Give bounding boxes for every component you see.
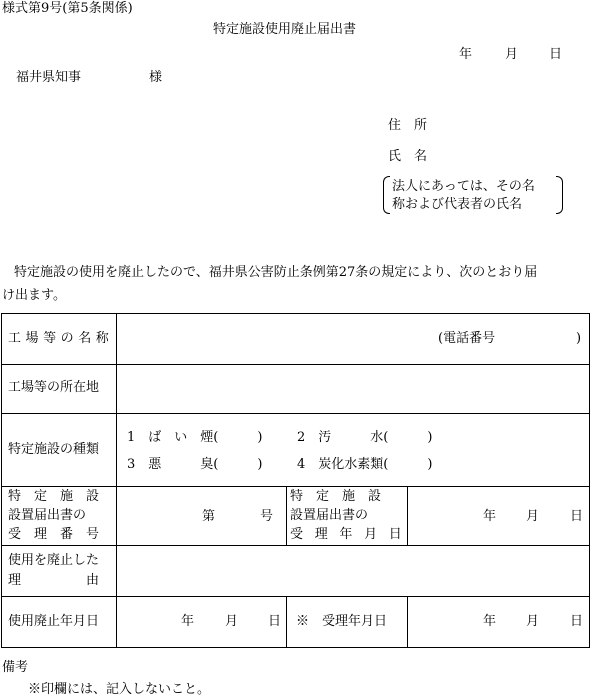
factory-location-label: 工場等の所在地 bbox=[8, 380, 100, 395]
receipt-number-go: 号 bbox=[260, 509, 274, 524]
document-title: 特定施設使用廃止届出書 bbox=[213, 22, 357, 37]
acceptance-date-day: 日 bbox=[570, 614, 584, 629]
corp-note-bracket-right bbox=[556, 176, 563, 214]
applicant-name-label: 氏 名 bbox=[388, 149, 428, 164]
acceptance-date-year: 年 bbox=[483, 614, 497, 629]
receipt-number-dai: 第 bbox=[202, 509, 216, 524]
factory-location-input[interactable] bbox=[120, 368, 585, 408]
date-month: 月 bbox=[505, 47, 519, 62]
acceptance-date-label: ※ 受理年月日 bbox=[296, 614, 388, 629]
body-text-line1: 特定施設の使用を廃止したので、福井県公害防止条例第27条の規定により、次のとおり届 bbox=[14, 265, 538, 280]
receipt-date-year: 年 bbox=[483, 509, 497, 524]
body-text-line2: け出ます。 bbox=[2, 288, 66, 303]
receipt-date-day: 日 bbox=[570, 509, 584, 524]
abolish-date-year: 年 bbox=[181, 614, 195, 629]
phone-close: ) bbox=[576, 331, 582, 346]
remarks-heading: 備考 bbox=[2, 660, 29, 675]
reason-label-line1: 使用を廃止した bbox=[8, 553, 100, 568]
receipt-date-label-line2: 設置届出書の bbox=[290, 508, 369, 523]
corp-note-line2: 称および代表者の氏名 bbox=[392, 197, 523, 212]
applicant-address-label: 住 所 bbox=[388, 118, 428, 133]
receipt-number-label-line1: 特 定 施 設 bbox=[8, 489, 100, 504]
corp-note-line1: 法人にあっては、その名 bbox=[392, 179, 535, 194]
date-year: 年 bbox=[459, 47, 473, 62]
phone-input[interactable] bbox=[512, 326, 572, 350]
phone-label: (電話番号 bbox=[438, 331, 496, 346]
addressee-governor: 福井県知事 bbox=[16, 70, 82, 85]
facility-type-option-3[interactable]: 3 悪 臭( ) bbox=[127, 457, 263, 472]
factory-name-input[interactable] bbox=[120, 318, 420, 358]
addressee-honorific: 様 bbox=[149, 70, 163, 85]
facility-type-label: 特定施設の種類 bbox=[8, 442, 100, 457]
date-day: 日 bbox=[549, 47, 563, 62]
receipt-number-label-line3: 受 理 番 号 bbox=[8, 527, 100, 542]
remarks-note: ※印欄には、記入しないこと。 bbox=[28, 682, 211, 697]
receipt-date-label-line3: 受 理 年 月 日 bbox=[290, 527, 402, 542]
abolish-date-label: 使用廃止年月日 bbox=[8, 614, 100, 629]
receipt-date-month: 月 bbox=[526, 509, 540, 524]
abolish-date-day: 日 bbox=[268, 614, 282, 629]
receipt-number-label-line2: 設置届出書の bbox=[8, 508, 87, 523]
factory-name-label: 工場等の名称 bbox=[8, 331, 114, 346]
reason-input[interactable] bbox=[120, 549, 585, 593]
abolish-date-month: 月 bbox=[225, 614, 239, 629]
facility-type-option-2[interactable]: 2 汚 水( ) bbox=[297, 430, 433, 445]
facility-type-option-4[interactable]: 4 炭化水素類( ) bbox=[297, 457, 433, 472]
receipt-date-label-line1: 特 定 施 設 bbox=[290, 489, 382, 504]
corp-note-bracket-left bbox=[383, 176, 390, 214]
form-number: 様式第9号(第5条関係) bbox=[2, 1, 133, 16]
acceptance-date-month: 月 bbox=[526, 614, 540, 629]
facility-type-option-1[interactable]: 1 ば い 煙( ) bbox=[127, 430, 263, 445]
reason-label-line2: 理 由 bbox=[8, 573, 100, 588]
